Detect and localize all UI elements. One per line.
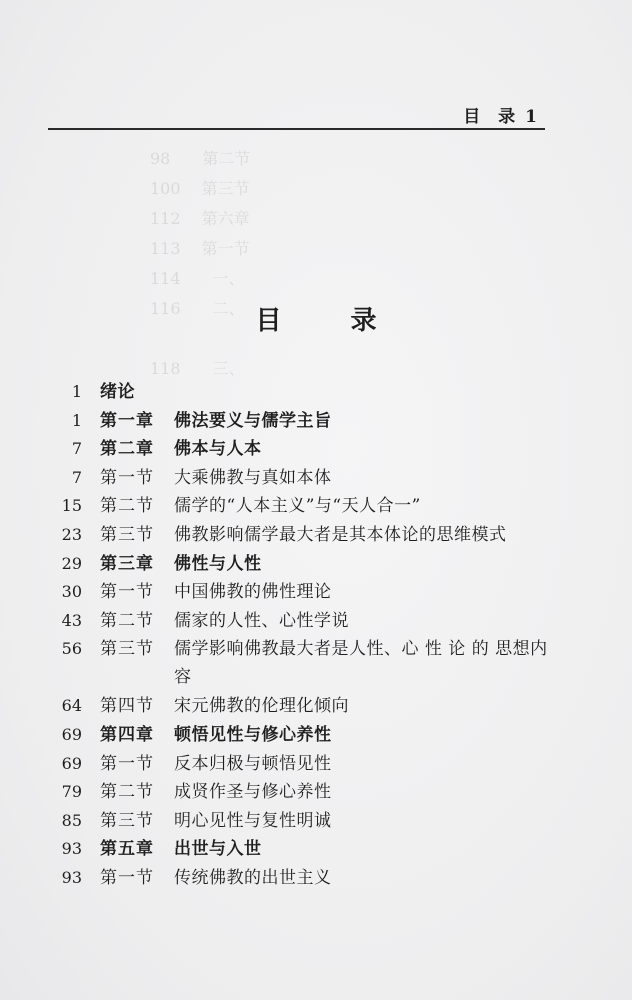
running-header <box>48 98 545 130</box>
running-header-page-number: 1 <box>525 107 537 127</box>
toc-page-number: 93 <box>61 839 82 859</box>
toc-entry-title: 传统佛教的出世主义 <box>174 867 332 888</box>
toc-entry-title: 佛性与人性 <box>174 553 262 574</box>
toc-entry-title: 佛教影响儒学最大者是其本体论的思维模式 <box>174 524 507 545</box>
toc-section-label: 第一节 <box>100 867 154 888</box>
toc-entry-title: 儒学的“人本主义”与“天人合一” <box>174 496 421 517</box>
toc-page-number: 15 <box>61 496 82 516</box>
toc-entry <box>0 692 632 721</box>
toc-entry-title: 儒家的人性、心性学说 <box>174 610 349 631</box>
toc-page-number: 69 <box>61 724 82 744</box>
toc-section-label: 第三节 <box>100 810 154 831</box>
toc-page-number: 93 <box>61 867 82 887</box>
toc-entry-title: 反本归极与顿悟见性 <box>174 753 332 774</box>
toc-page-number: 29 <box>61 553 82 573</box>
toc-page-number: 43 <box>61 610 82 630</box>
toc-page-number: 56 <box>61 639 82 659</box>
toc-entry-title: 大乘佛教与真如本体 <box>174 467 332 488</box>
toc-section-label: 第二章 <box>100 439 154 460</box>
toc-entry-title: 宋元佛教的伦理化倾向 <box>174 696 349 717</box>
toc-entry <box>0 464 632 493</box>
toc-section-label: 第二节 <box>100 610 154 631</box>
toc-entry <box>0 378 632 407</box>
toc-entry <box>0 521 632 550</box>
toc-page-number: 23 <box>61 524 82 544</box>
toc-entry-title: 儒学影响佛教最大者是人性、心 性 论 的 思想内容 <box>174 639 548 688</box>
toc-section-label: 第一节 <box>100 582 154 603</box>
toc-page-number: 79 <box>61 782 82 802</box>
toc-entry <box>0 550 632 579</box>
toc-section-label: 第四节 <box>100 696 154 717</box>
toc-entry <box>0 864 632 893</box>
toc-section-label: 第三节 <box>100 639 154 660</box>
toc-entry-title: 顿悟见性与修心养性 <box>174 724 332 745</box>
toc-entry-title: 佛法要义与儒学主旨 <box>174 410 332 431</box>
toc-entry <box>0 407 632 436</box>
toc-section-label: 第二节 <box>100 782 154 803</box>
toc-entry-title: 出世与入世 <box>174 839 262 860</box>
toc-entry <box>0 578 632 607</box>
toc-entry <box>0 492 632 521</box>
toc-page-number: 30 <box>61 582 82 602</box>
page-title: 目 录 <box>255 306 407 336</box>
table-of-contents <box>0 378 632 893</box>
toc-entry <box>0 750 632 779</box>
toc-entry <box>0 635 632 692</box>
toc-section-label: 第四章 <box>100 724 154 745</box>
toc-section-label: 第一节 <box>100 753 154 774</box>
toc-entry-title: 中国佛教的佛性理论 <box>174 582 332 603</box>
toc-entry <box>0 807 632 836</box>
toc-section-label: 第三节 <box>100 524 154 545</box>
toc-entry-title: 明心见性与复性明诚 <box>174 810 332 831</box>
toc-entry-title: 佛本与人本 <box>174 439 262 460</box>
toc-entry-title: 绪论 <box>100 382 135 402</box>
running-header-title: 目 录 <box>463 107 522 127</box>
toc-page-number: 85 <box>61 810 82 830</box>
toc-section-label: 第五章 <box>100 839 154 860</box>
toc-page-number: 1 <box>71 410 82 430</box>
toc-section-label: 第一章 <box>100 410 154 431</box>
toc-entry <box>0 607 632 636</box>
toc-entry <box>0 721 632 750</box>
toc-page-number: 1 <box>71 382 82 401</box>
toc-entry-title: 成贤作圣与修心养性 <box>174 782 332 803</box>
book-page: 98 第二节 100 第三节 112 第六章 113 第一节 114 一、 116 二、 118 三、 目 录 1 目 录 1 绪论 1 第一章 佛法要义与儒学主旨 7 第二章 佛本与人本 7 第一节 大乘佛教与真如本体 15 第二节 儒学的“人本主义”与“天人合一” 23 第三节 佛教影响儒学最大者是其本体论的思维模式 29 第三章 佛性与人性 30 第一节 中国佛教的佛性理论 43 第二节 儒家的人性、心性学说 56 第三节 儒学影响佛教最大者是人性、心 性 论 的 思想内容 64 第四节 宋元佛教的伦理化倾向 69 第四章 顿悟见性与修心养性 69 第一节 反本归极与顿悟见性 79 第二节 成贤作圣与修心养性 85 第三节 明心见性与复性明诚 93 第五章 出世与入世 93 第一节 传统佛教的出世主义 <box>0 0 632 1000</box>
toc-page-number: 7 <box>71 439 82 459</box>
running-header-text <box>463 102 537 127</box>
toc-page-number: 7 <box>71 467 82 487</box>
toc-entry <box>0 778 632 807</box>
toc-page-number: 64 <box>61 696 82 716</box>
toc-entry <box>0 835 632 864</box>
toc-section-label: 第二节 <box>100 496 154 517</box>
toc-section-label: 第一节 <box>100 467 154 488</box>
toc-page-number: 69 <box>61 753 82 773</box>
toc-entry <box>0 435 632 464</box>
toc-section-label: 第三章 <box>100 553 154 574</box>
